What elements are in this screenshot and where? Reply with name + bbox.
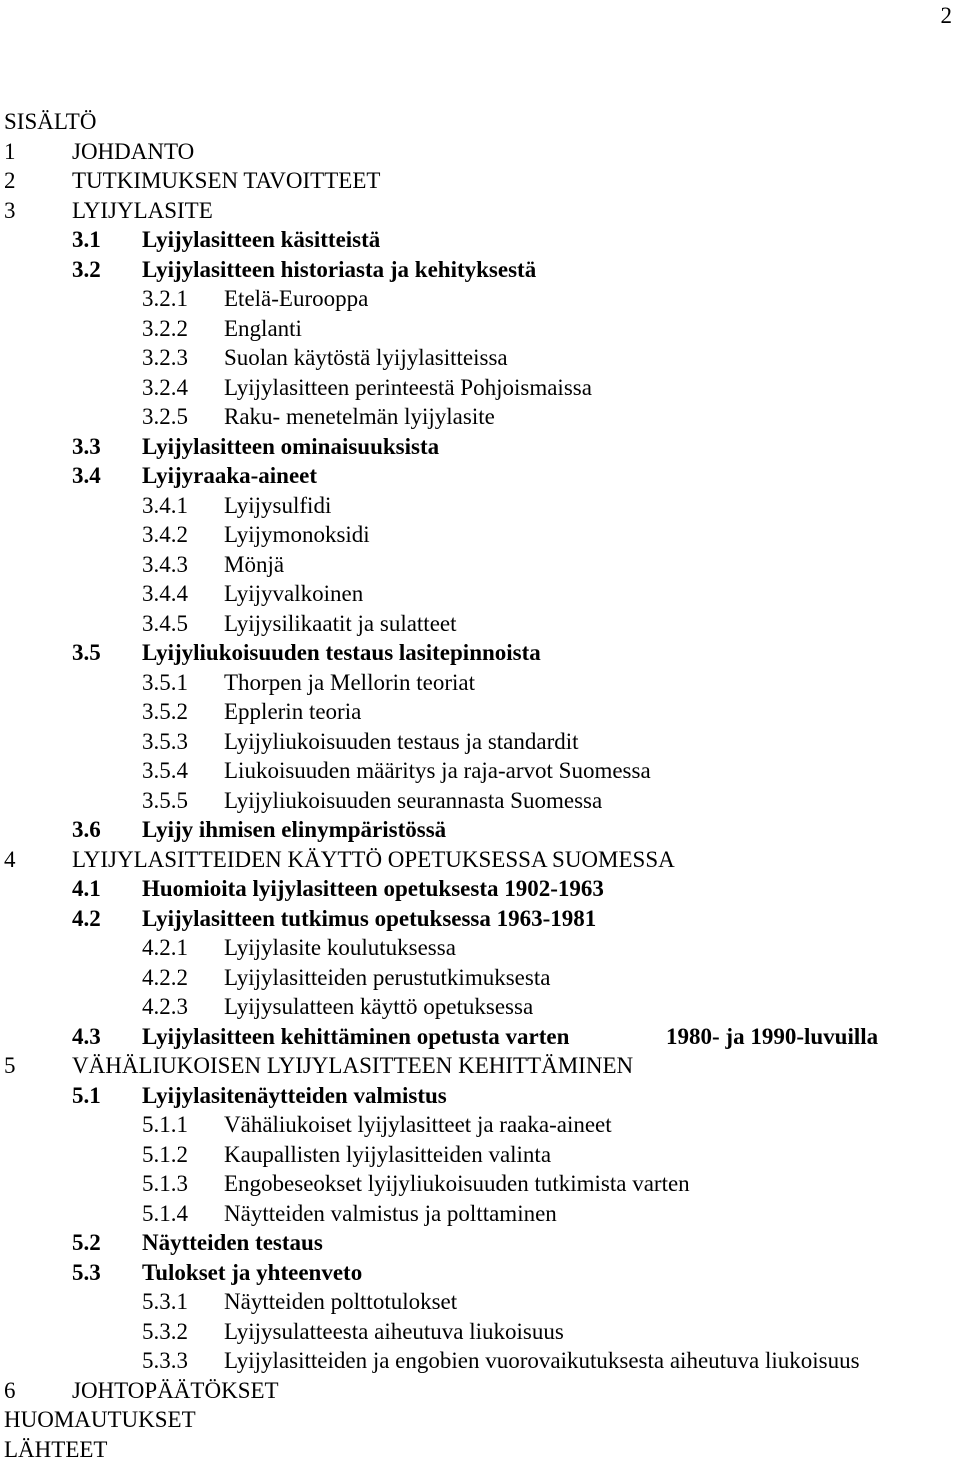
toc-entry-title: Lyijylasitteen historiasta ja kehityksestä <box>142 255 536 285</box>
toc-entry <box>0 992 960 1022</box>
toc-entry <box>0 1169 960 1199</box>
toc-entry <box>0 1081 960 1111</box>
toc-entry <box>0 343 960 373</box>
toc-entry <box>0 579 960 609</box>
toc-entry-title: Lyijylasite koulutuksessa <box>224 933 456 963</box>
toc-entry-title: Näytteiden polttotulokset <box>224 1287 457 1317</box>
toc-entry <box>0 1317 960 1347</box>
toc-entry <box>0 520 960 550</box>
toc-entry-number: 5.1.3 <box>142 1169 188 1199</box>
toc-entry <box>0 402 960 432</box>
toc-entry <box>0 284 960 314</box>
toc-entry-title: Lyijy ihmisen elinympäristössä <box>142 815 446 845</box>
toc-entry-number: 5.1.1 <box>142 1110 188 1140</box>
toc-entry-title: Tulokset ja yhteenveto <box>142 1258 362 1288</box>
toc-entry-number: 3.5.5 <box>142 786 188 816</box>
toc-entry <box>0 668 960 698</box>
toc-entry-number: 5.3.1 <box>142 1287 188 1317</box>
toc-entry-number: 3.5.3 <box>142 727 188 757</box>
toc-back-matter-entry: HUOMAUTUKSET <box>0 1405 960 1435</box>
toc-entry-number: 1 <box>4 137 16 167</box>
toc-entry-number: 5.3.2 <box>142 1317 188 1347</box>
toc-entry-number: 4.2.2 <box>142 963 188 993</box>
toc-entry-number: 3.2.4 <box>142 373 188 403</box>
toc-entry <box>0 1376 960 1406</box>
toc-entry <box>0 609 960 639</box>
toc-entry-number: 5.2 <box>72 1228 101 1258</box>
page-number: 2 <box>941 0 953 32</box>
toc-entry-title: Lyijysilikaatit ja sulatteet <box>224 609 457 639</box>
toc-entry-title: Lyijylasitteiden ja engobien vuorovaikutuksesta aiheutuva liukoisuus <box>224 1346 860 1376</box>
toc-entry-number: 6 <box>4 1376 16 1406</box>
toc-entry-number: 5.3 <box>72 1258 101 1288</box>
toc-entry-title: VÄHÄLIUKOISEN LYIJYLASITTEEN KEHITTÄMINEN <box>72 1051 633 1081</box>
toc-entry-number: 5.3.3 <box>142 1346 188 1376</box>
toc-entry <box>0 1228 960 1258</box>
toc-entry <box>0 1022 960 1052</box>
toc-entry-number: 3.4.1 <box>142 491 188 521</box>
toc-entry <box>0 638 960 668</box>
toc-entry <box>0 697 960 727</box>
toc-entry <box>0 933 960 963</box>
toc-entry <box>0 1199 960 1229</box>
toc-entry-title: Vähäliukoiset lyijylasitteet ja raaka-aineet <box>224 1110 612 1140</box>
toc-entry <box>0 1346 960 1376</box>
toc-entry <box>0 373 960 403</box>
toc-entry-number: 3.1 <box>72 225 101 255</box>
toc-entry-title: Suolan käytöstä lyijylasitteissa <box>224 343 508 373</box>
toc-entry-number: 3.2.5 <box>142 402 188 432</box>
toc-entry-number: 3.5.1 <box>142 668 188 698</box>
toc-entry-title: Lyijyliukoisuuden testaus ja standardit <box>224 727 579 757</box>
toc-entry-title: Lyijylasitteen tutkimus opetuksessa 1963-1981 <box>142 904 596 934</box>
toc-entry-number: 2 <box>4 166 16 196</box>
toc-entry-title: Lyijyliukoisuuden testaus lasitepinnoista <box>142 638 541 668</box>
toc-entry <box>0 314 960 344</box>
toc-entry-title: Lyijylasitteen kehittäminen opetusta varten <box>142 1022 569 1052</box>
toc-entry <box>0 727 960 757</box>
toc-entry <box>0 166 960 196</box>
toc-entry-title: Lyijylasitteen käsitteistä <box>142 225 380 255</box>
toc-entry <box>0 491 960 521</box>
toc-entry-title: Lyijyvalkoinen <box>224 579 363 609</box>
toc-entry-number: 3 <box>4 196 16 226</box>
toc-entry-number: 5.1 <box>72 1081 101 1111</box>
toc-entry <box>0 196 960 226</box>
toc-entry-number: 4 <box>4 845 16 875</box>
toc-entry-number: 3.2 <box>72 255 101 285</box>
toc-entry-title: LYIJYLASITTEIDEN KÄYTTÖ OPETUKSESSA SUOMESSA <box>72 845 675 875</box>
toc-entry-title: Huomioita lyijylasitteen opetuksesta 1902-1963 <box>142 874 604 904</box>
toc-entry-title: Mönjä <box>224 550 284 580</box>
toc-entry <box>0 255 960 285</box>
toc-entry-title: Lyijylasitteen ominaisuuksista <box>142 432 439 462</box>
toc-entry <box>0 815 960 845</box>
toc-list <box>0 137 960 1464</box>
toc-entry-number: 5 <box>4 1051 16 1081</box>
toc-entry-title: Kaupallisten lyijylasitteiden valinta <box>224 1140 551 1170</box>
toc-entry-title-suffix: 1980- ja 1990-luvuilla <box>666 1022 878 1052</box>
toc-back-matter-entry: LÄHTEET <box>0 1435 960 1464</box>
toc-entry <box>0 963 960 993</box>
toc-entry-title: Lyijylasitenäytteiden valmistus <box>142 1081 447 1111</box>
toc-entry-number: 3.5.2 <box>142 697 188 727</box>
toc-entry <box>0 1110 960 1140</box>
toc-entry-number: 3.2.1 <box>142 284 188 314</box>
toc-entry <box>0 432 960 462</box>
toc-entry-number: 3.3 <box>72 432 101 462</box>
toc-entry <box>0 756 960 786</box>
toc-entry-number: 4.2.3 <box>142 992 188 1022</box>
toc-entry <box>0 461 960 491</box>
toc-entry-title: Etelä-Eurooppa <box>224 284 368 314</box>
toc-entry-title: Lyijyraaka-aineet <box>142 461 317 491</box>
toc-entry <box>0 1051 960 1081</box>
toc-entry-number: 5.1.4 <box>142 1199 188 1229</box>
toc-entry-title: Näytteiden valmistus ja polttaminen <box>224 1199 557 1229</box>
toc-entry-title: Engobeseokset lyijyliukoisuuden tutkimista varten <box>224 1169 690 1199</box>
toc-entry <box>0 904 960 934</box>
toc-entry-number: 4.1 <box>72 874 101 904</box>
toc-entry-title: Lyijysulatteesta aiheutuva liukoisuus <box>224 1317 564 1347</box>
toc-entry-number: 4.3 <box>72 1022 101 1052</box>
toc-entry-title: JOHDANTO <box>72 137 194 167</box>
toc-entry-number: 4.2 <box>72 904 101 934</box>
toc-entry <box>0 225 960 255</box>
toc-entry <box>0 1287 960 1317</box>
toc-entry-number: 3.6 <box>72 815 101 845</box>
toc-entry <box>0 845 960 875</box>
toc-entry-number: 3.4.2 <box>142 520 188 550</box>
toc-entry <box>0 550 960 580</box>
toc-entry-number: 3.2.3 <box>142 343 188 373</box>
toc-entry <box>0 1258 960 1288</box>
toc-entry <box>0 1140 960 1170</box>
toc-entry-number: 3.5 <box>72 638 101 668</box>
toc-entry-title: Epplerin teoria <box>224 697 361 727</box>
toc-entry-number: 3.5.4 <box>142 756 188 786</box>
toc-entry-title: JOHTOPÄÄTÖKSET <box>72 1376 279 1406</box>
toc-entry-title: LYIJYLASITE <box>72 196 213 226</box>
toc-entry-number: 4.2.1 <box>142 933 188 963</box>
toc-entry-title: Raku- menetelmän lyijylasite <box>224 402 495 432</box>
toc-entry-number: 5.1.2 <box>142 1140 188 1170</box>
toc-entry-number: 3.4.3 <box>142 550 188 580</box>
toc-entry <box>0 874 960 904</box>
toc-entry-number: 3.4.4 <box>142 579 188 609</box>
toc-entry-title: Lyijysulatteen käyttö opetuksessa <box>224 992 533 1022</box>
toc-entry-title: Näytteiden testaus <box>142 1228 323 1258</box>
toc-entry-title: Liukoisuuden määritys ja raja-arvot Suomessa <box>224 756 651 786</box>
toc-entry-title: Lyijyliukoisuuden seurannasta Suomessa <box>224 786 602 816</box>
toc-entry-number: 3.4 <box>72 461 101 491</box>
toc-title: SISÄLTÖ <box>4 107 96 137</box>
toc-entry-number: 3.4.5 <box>142 609 188 639</box>
toc-entry-title: Englanti <box>224 314 302 344</box>
toc-entry-title: TUTKIMUKSEN TAVOITTEET <box>72 166 380 196</box>
toc-entry <box>0 786 960 816</box>
toc-entry-title: Thorpen ja Mellorin teoriat <box>224 668 475 698</box>
toc-entry-title: Lyijylasitteiden perustutkimuksesta <box>224 963 550 993</box>
toc-entry-number: 3.2.2 <box>142 314 188 344</box>
toc-entry-title: Lyijymonoksidi <box>224 520 370 550</box>
toc-entry-title: Lyijysulfidi <box>224 491 331 521</box>
toc-entry <box>0 137 960 167</box>
toc-entry-title: Lyijylasitteen perinteestä Pohjoismaissa <box>224 373 592 403</box>
